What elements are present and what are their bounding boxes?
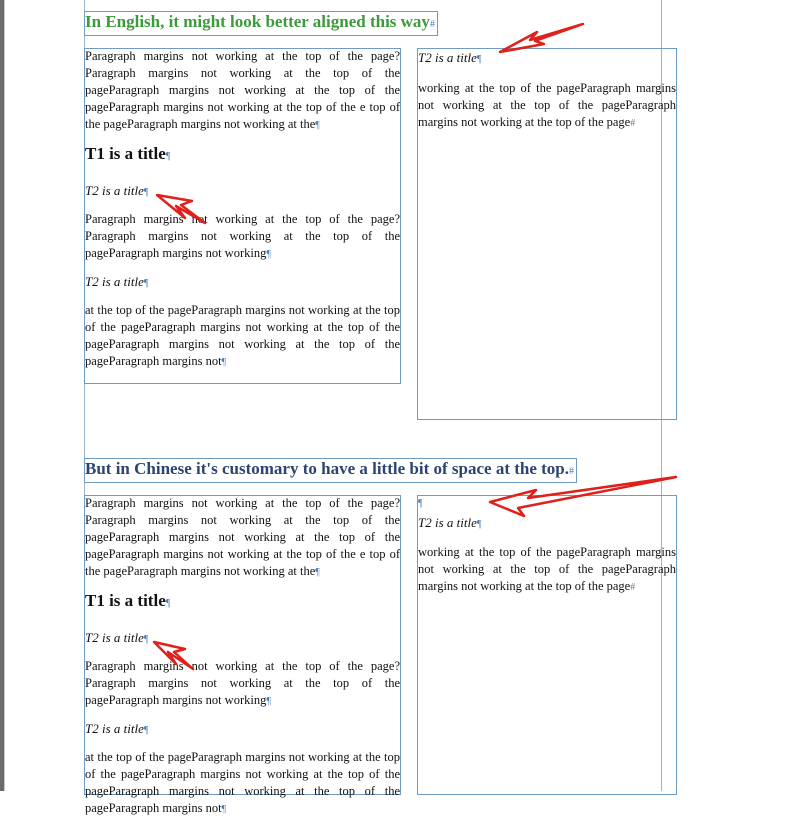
heading-end-mark: #	[429, 19, 435, 30]
body-paragraph: working at the top of the pageParagraph margins not working at the top of the pageParagraph margins not working at the top of the page#	[418, 81, 676, 129]
t1-title: T1 is a title¶	[85, 144, 171, 163]
red-arrow-icon	[154, 642, 193, 669]
red-arrow-icon	[157, 195, 205, 223]
t2-title: T2 is a title¶	[85, 630, 149, 645]
body-paragraph: working at the top of the pageParagraph margins not working at the top of the pageParagraph margins not working at the top of the page#	[418, 545, 676, 593]
t2-title: T2 is a title¶	[418, 50, 482, 65]
t2-title: T2 is a title¶	[85, 183, 149, 198]
red-arrow-icon	[500, 24, 583, 52]
t2-title: T2 is a title¶	[418, 515, 482, 530]
red-arrow-icon	[490, 477, 676, 516]
body-paragraph: Paragraph margins not working at the top of the page?Paragraph margins not working at the top of the pageParagraph margins not working¶	[85, 659, 400, 707]
heading-end-mark: #	[569, 466, 575, 477]
t2-title: T2 is a title¶	[85, 721, 149, 736]
heading-text: In English, it might look better aligned this way	[85, 12, 430, 31]
heading-text: But in Chinese it's customary to have a little bit of space at the top.	[85, 459, 570, 478]
body-paragraph: at the top of the pageParagraph margins not working at the top of the pageParagraph margins not working at the top of the pageParagraph margins not working at the top of the pageParagraph margins not¶	[85, 303, 400, 368]
body-paragraph: Paragraph margins not working at the top of the page?Paragraph margins not working at the top of the pageParagraph margins not working¶	[85, 212, 400, 260]
t1-title: T1 is a title¶	[85, 591, 171, 610]
body-paragraph: at the top of the pageParagraph margins not working at the top of the pageParagraph margins not working at the top of the pageParagraph margins not working at the top of the pageParagraph margins not¶	[85, 750, 400, 815]
intro-paragraph: Paragraph margins not working at the top of the page?Paragraph margins not working at the top of the pageParagraph margins not working at the top of the pageParagraph margins not working at the top of the e top of the pageParagraph margins not working at the¶	[85, 496, 400, 578]
intro-paragraph: Paragraph margins not working at the top of the page?Paragraph margins not working at the top of the pageParagraph margins not working at the top of the pageParagraph margins not working at the top of the e top of the pageParagraph margins not working at the¶	[85, 49, 400, 131]
t2-title: T2 is a title¶	[85, 274, 149, 289]
empty-paragraph-mark: ¶	[418, 498, 423, 509]
